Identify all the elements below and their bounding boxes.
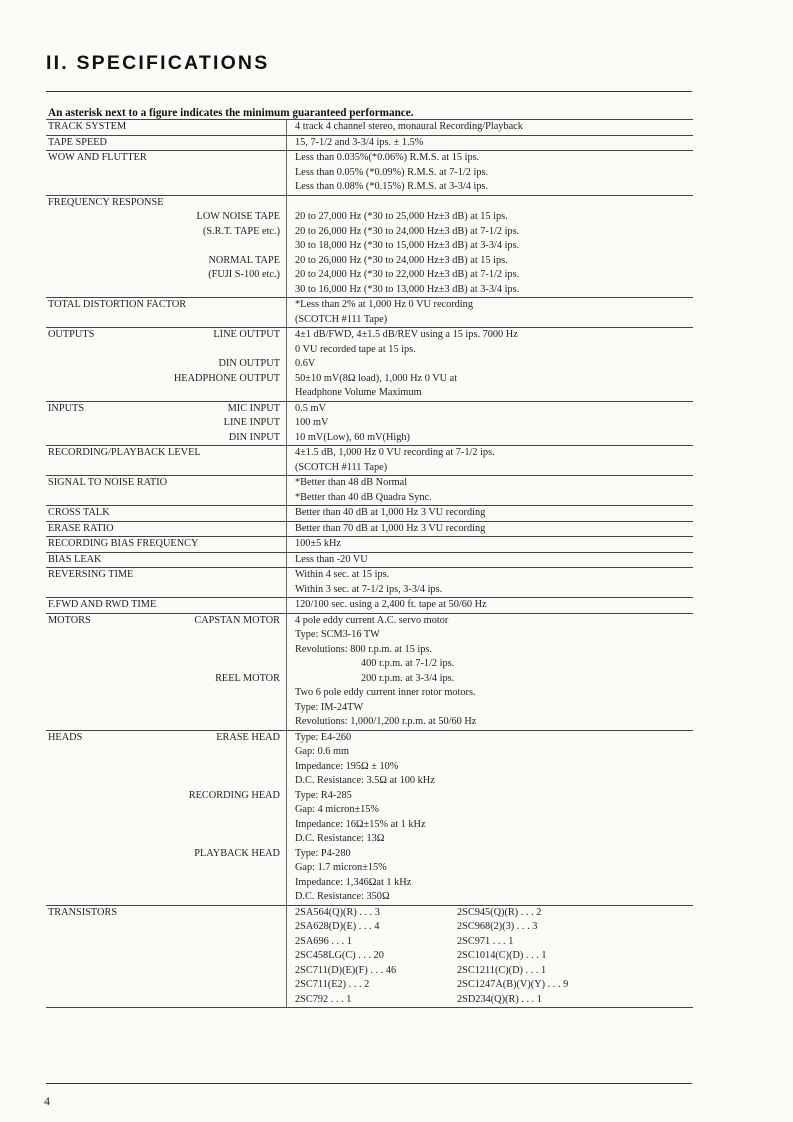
row-frequency-response (46, 196, 693, 299)
line-output-label: LINE OUTPUT (213, 329, 280, 340)
bias-frequency-label: RECORDING BIAS FREQUENCY (48, 538, 199, 549)
tape-speed-value: 15, 7-1/2 and 3-3/4 ips. ± 1.5% (295, 136, 424, 148)
reel-motor-label: REEL MOTOR (215, 672, 280, 684)
bias-leak-label: BIAS LEAK (48, 553, 102, 565)
row-wow-flutter (46, 151, 693, 196)
recording-head-line: Type: R4-285 (295, 789, 352, 801)
reel-line: Type: IM-24TW (295, 701, 364, 713)
playback-head-line: Type: P4-280 (295, 847, 351, 859)
capstan-line: Revolutions: 800 r.p.m. at 15 ips. (295, 643, 433, 655)
outputs-line: Headphone Volume Maximum (295, 387, 422, 398)
reel-line: Two 6 pole eddy current inner rotor motors. (295, 687, 476, 698)
capstan-line: 200 r.p.m. at 3-3/4 ips. (361, 672, 455, 684)
transistor-item: 2SD234(Q)(R) . . . 1 (457, 993, 542, 1005)
frequency-response-label: FREQUENCY RESPONSE (48, 196, 164, 208)
track-system-label: TRACK SYSTEM (48, 121, 127, 132)
title-rule (46, 91, 692, 92)
row-tape-speed (46, 136, 693, 152)
row-heads (46, 731, 693, 906)
row-motors (46, 614, 693, 731)
cross-talk-value: Better than 40 dB at 1,000 Hz 3 VU recording (295, 507, 486, 518)
low-noise-tape-sub: (S.R.T. TAPE etc.) (202, 225, 280, 237)
bias-leak-value: Less than -20 VU (295, 553, 368, 565)
frequency-response-line: 20 to 24,000 Hz (*30 to 22,000 Hz±3 dB) at 7-1/2 ips. (295, 269, 520, 280)
row-erase-ratio (46, 522, 693, 538)
wow-flutter-line: Less than 0.035%(*0.06%) R.M.S. at 15 ips. (295, 152, 480, 163)
motors-label: MOTORS (48, 614, 91, 626)
rec-play-level-line: 4±1.5 dB, 1,000 Hz 0 VU recording at 7-1/2 ips. (295, 447, 495, 458)
recording-head-line: Gap: 4 micron±15% (295, 804, 380, 815)
transistor-item: 2SC945(Q)(R) . . . 2 (457, 906, 542, 918)
frequency-response-line: 30 to 18,000 Hz (*30 to 15,000 Hz±3 dB) at 3-3/4 ips. (295, 240, 520, 251)
row-track-system (46, 119, 693, 136)
transistor-item: 2SC711(E2) . . . 2 (295, 979, 370, 990)
recording-head-line: Impedance: 16Ω±15% at 1 kHz (295, 818, 426, 830)
erase-head-line: D.C. Resistance: 3.5Ω at 100 kHz (295, 775, 435, 786)
row-bias-leak (46, 553, 693, 569)
transistor-item: 2SC711(D)(E)(F) . . . 46 (295, 964, 397, 976)
row-reversing-time (46, 568, 693, 598)
capstan-line: Type: SCM3-16 TW (295, 629, 380, 640)
heads-label: HEADS (48, 731, 83, 743)
frequency-response-line: 30 to 16,000 Hz (*30 to 13,000 Hz±3 dB) at 3-3/4 ips. (295, 283, 520, 295)
outputs-line: 0.6V (295, 358, 316, 369)
rec-play-level-line: (SCOTCH #111 Tape) (295, 461, 388, 473)
transistors-col-1 (295, 906, 457, 1008)
transistors-col-2 (457, 906, 568, 1008)
row-inputs (46, 402, 693, 447)
page-title: II. SPECIFICATIONS (46, 52, 270, 74)
ffwd-rwd-label: F.FWD AND RWD TIME (48, 599, 157, 610)
transistor-item: 2SA564(Q)(R) . . . 3 (295, 906, 380, 918)
transistor-item: 2SC1247A(B)(V)(Y) . . . 9 (457, 979, 569, 990)
reversing-time-line: Within 4 sec. at 15 ips. (295, 569, 390, 580)
inputs-line: 10 mV(Low), 60 mV(High) (295, 431, 410, 443)
reversing-time-label: REVERSING TIME (48, 569, 134, 580)
transistor-item: 2SC971 . . . 1 (457, 935, 514, 947)
playback-head-label: PLAYBACK HEAD (194, 847, 280, 859)
row-snr (46, 476, 693, 506)
mic-input-label: MIC INPUT (227, 402, 280, 414)
outputs-line: 0 VU recorded tape at 15 ips. (295, 343, 416, 355)
wow-flutter-line: Less than 0.08% (*0.15%) R.M.S. at 3-3/4 ips. (295, 181, 489, 192)
capstan-motor-label: CAPSTAN MOTOR (194, 614, 280, 626)
transistor-item: 2SC1014(C)(D) . . . 1 (457, 950, 547, 961)
transistor-item: 2SA696 . . . 1 (295, 935, 352, 947)
erase-ratio-value: Better than 70 dB at 1,000 Hz 3 VU recording (295, 522, 486, 534)
row-transistors (46, 906, 693, 1009)
line-input-label: LINE INPUT (223, 417, 280, 428)
erase-head-line: Gap: 0.6 mm (295, 746, 350, 757)
outputs-line: 4±1 dB/FWD, 4±1.5 dB/REV using a 15 ips. 7000 Hz (295, 329, 518, 340)
ffwd-rwd-value: 120/100 sec. using a 2,400 ft. tape at 50/60 Hz (295, 599, 487, 610)
bias-frequency-value: 100±5 kHz (295, 538, 341, 549)
rec-play-level-label: RECORDING/PLAYBACK LEVEL (48, 447, 201, 458)
asterisk-note: An asterisk next to a figure indicates the minimum guaranteed performance. (48, 107, 414, 119)
frequency-response-line: 20 to 26,000 Hz (*30 to 24,000 Hz±3 dB) at 15 ips. (295, 254, 508, 266)
reel-line: Revolutions: 1,000/1,200 r.p.m. at 50/60 Hz (295, 716, 477, 727)
din-output-label: DIN OUTPUT (218, 358, 280, 369)
transistor-item: 2SC968(2)(3) . . . 3 (457, 921, 538, 932)
low-noise-tape-label: LOW NOISE TAPE (196, 211, 280, 222)
row-bias-frequency (46, 537, 693, 553)
distortion-label: TOTAL DISTORTION FACTOR (48, 299, 187, 310)
playback-head-line: D.C. Resistance: 350Ω (295, 891, 390, 902)
transistors-label: TRANSISTORS (48, 906, 118, 918)
capstan-line: 4 pole eddy current A.C. servo motor (295, 614, 449, 626)
inputs-line: 0.5 mV (295, 402, 326, 414)
specifications-table (46, 119, 693, 1008)
track-system-value: 4 track 4 channel stereo, monaural Recording/Playback (295, 121, 523, 132)
recording-head-label: RECORDING HEAD (188, 789, 280, 801)
snr-line: *Better than 40 dB Quadra Sync. (295, 491, 432, 503)
snr-line: *Better than 48 dB Normal (295, 477, 408, 488)
capstan-line: 400 r.p.m. at 7-1/2 ips. (361, 658, 455, 669)
distortion-line: *Less than 2% at 1,000 Hz 0 VU recording (295, 299, 473, 310)
recording-head-line: D.C. Resistance: 13Ω (295, 833, 385, 844)
footer-rule (46, 1083, 692, 1084)
snr-label: SIGNAL TO NOISE RATIO (48, 477, 168, 488)
erase-head-line: Impedance: 195Ω ± 10% (295, 760, 399, 772)
distortion-line: (SCOTCH #111 Tape) (295, 313, 388, 325)
outputs-label: OUTPUTS (48, 329, 95, 340)
reversing-time-line: Within 3 sec. at 7-1/2 ips, 3-3/4 ips. (295, 583, 443, 595)
erase-ratio-label: ERASE RATIO (48, 522, 114, 534)
wow-flutter-line: Less than 0.05% (*0.09%) R.M.S. at 7-1/2 ips. (295, 166, 489, 178)
frequency-response-line: 20 to 26,000 Hz (*30 to 24,000 Hz±3 dB) at 7-1/2 ips. (295, 225, 520, 237)
inputs-line: 100 mV (295, 417, 329, 428)
erase-head-line: Type: E4-260 (295, 731, 352, 743)
page-number: 4 (44, 1094, 50, 1108)
inputs-label: INPUTS (48, 402, 85, 414)
frequency-response-line: 20 to 27,000 Hz (*30 to 25,000 Hz±3 dB) at 15 ips. (295, 211, 508, 222)
transistor-item: 2SC458LG(C) . . . 20 (295, 950, 384, 961)
transistor-item: 2SA628(D)(E) . . . 4 (295, 921, 380, 932)
headphone-output-label: HEADPHONE OUTPUT (173, 372, 280, 384)
transistor-item: 2SC1211(C)(D) . . . 1 (457, 964, 547, 976)
wow-flutter-label: WOW AND FLUTTER (48, 152, 147, 163)
cross-talk-label: CROSS TALK (48, 507, 110, 518)
row-ffwd-rwd (46, 598, 693, 614)
row-distortion (46, 298, 693, 328)
row-rec-play-level (46, 446, 693, 476)
playback-head-line: Gap: 1.7 micron±15% (295, 862, 387, 873)
row-cross-talk (46, 506, 693, 522)
transistor-item: 2SC792 . . . 1 (295, 993, 352, 1005)
normal-tape-sub: (FUJI S-100 etc.) (208, 269, 280, 280)
row-outputs (46, 328, 693, 402)
normal-tape-label: NORMAL TAPE (208, 254, 280, 266)
playback-head-line: Impedance: 1,346Ωat 1 kHz (295, 876, 412, 888)
outputs-line: 50±10 mV(8Ω load), 1,000 Hz 0 VU at (295, 372, 458, 384)
din-input-label: DIN INPUT (228, 431, 280, 443)
tape-speed-label: TAPE SPEED (48, 136, 107, 148)
erase-head-label: ERASE HEAD (216, 731, 280, 743)
